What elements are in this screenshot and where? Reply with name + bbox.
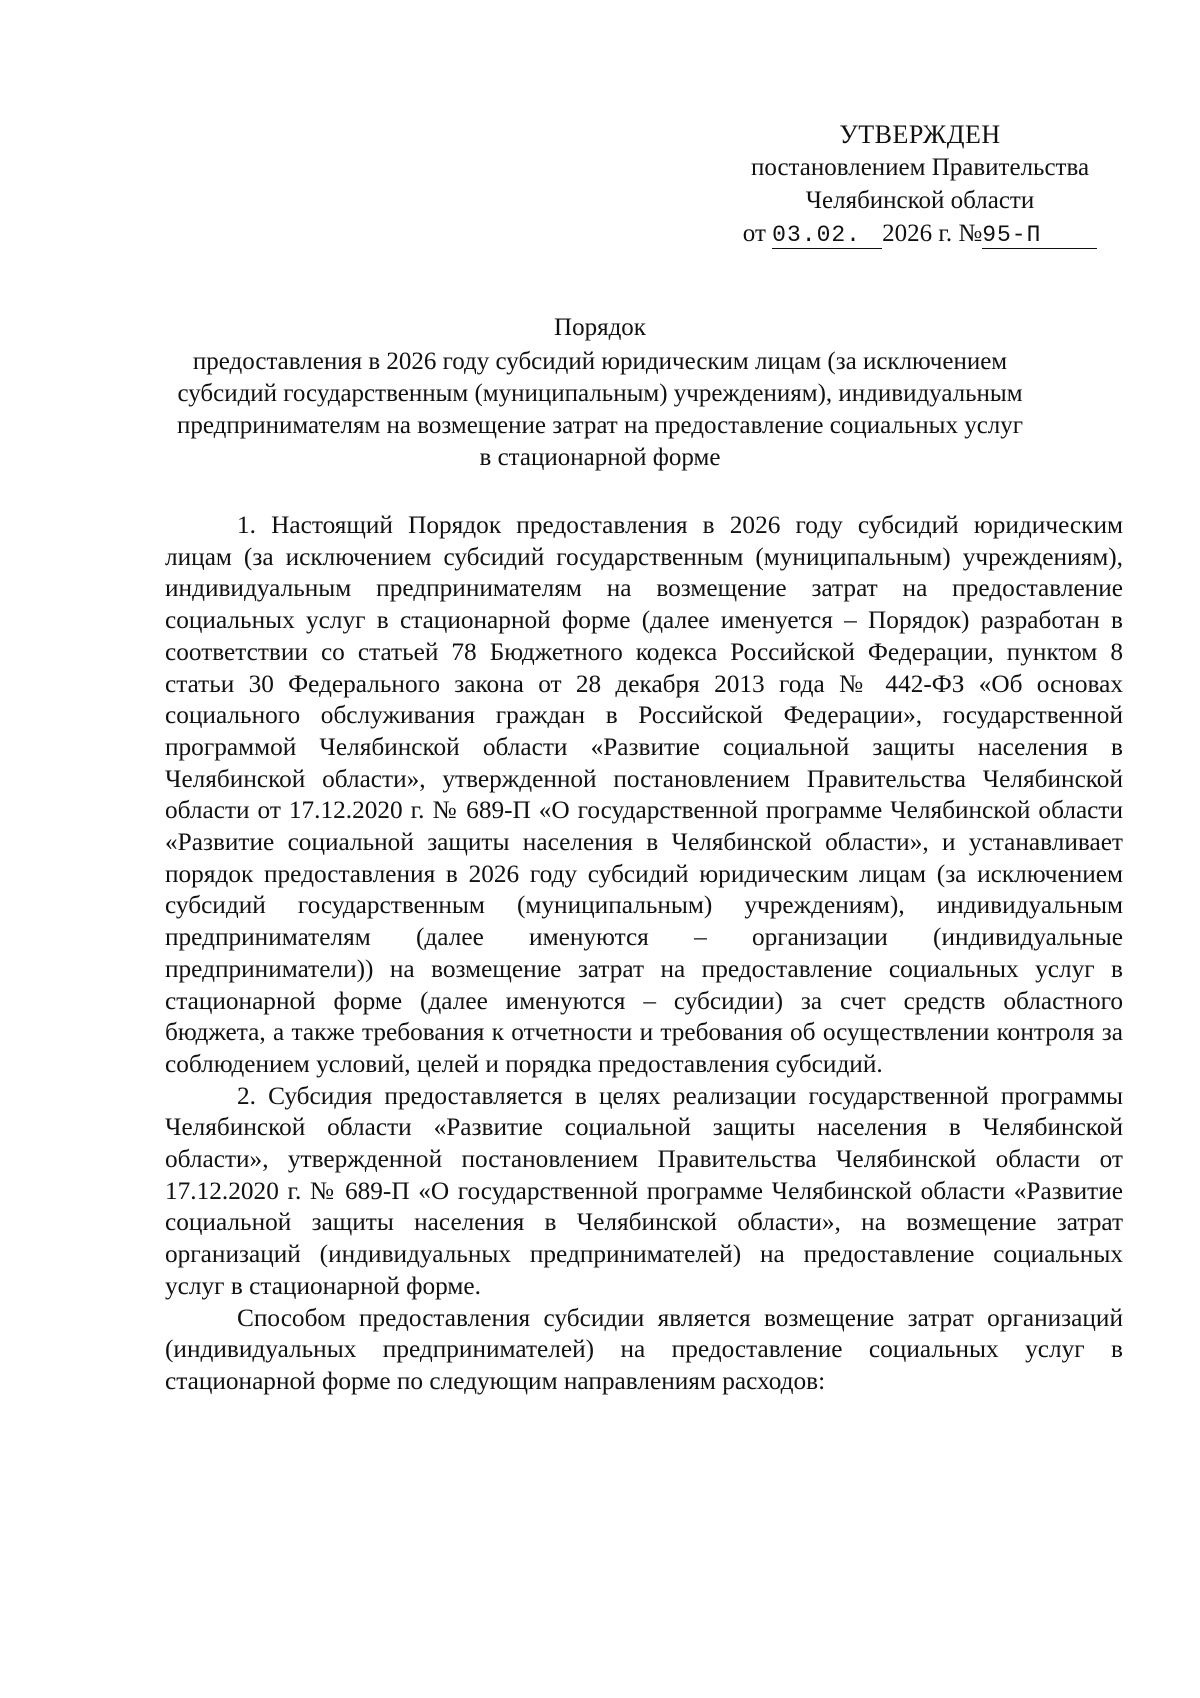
title-subtitle-line: предоставления в 2026 году субсидий юридическим лицам (за исключением [192,348,1008,375]
approval-date-line [743,217,1097,250]
date-prefix: от [742,220,766,247]
document-title [150,312,1050,474]
document-body [165,510,1123,1398]
approval-line-1: постановлением Правительства [750,154,1090,181]
title-subtitle-line: в стационарной форме [479,444,721,471]
paragraph-2: 2. Субсидия предоставляется в целях реализации государственной программы Челябинской области «Развитие социальной защиты населения в Челябинской области», утвержденной постановлением Правительства Челябинской области от 17.12.2020 г. № 689-П «О государственной программе Челябинской области «Развитие социальной защиты населения в Челябинской области», на возмещение затрат организаций (индивидуальных предпринимателей) на предоставление социальных услуг в стационарной форме. [165,1081,1123,1300]
number-field [982,221,1097,249]
approval-line-2: Челябинской области [805,187,1035,214]
approval-heading: УТВЕРЖДЕН [839,120,1001,149]
number-value: 95-П [982,222,1042,248]
title-main: Порядок [554,314,646,341]
date-year: 2026 г. № [882,220,983,247]
paragraph-1: 1. Настоящий Порядок предоставления в 2026 году субсидий юридическим лицам (за исключением субсидий государственным (муниципальным) учреждениям), индивидуальным предпринимателям на возмещение затрат на предоставление социальных услуг в стационарной форме (далее именуется – Порядок) разработан в соответствии со статьей 78 Бюджетного кодекса Российской Федерации, пунктом 8 статьи 30 Федерального закона от 28 декабря 2013 года № 442-ФЗ «Об основах социального обслуживания граждан в Российской Федерации», государственной программой Челябинской области «Развитие социальной защиты населения в Челябинской области», утвержденной постановлением Правительства Челябинской области от 17.12.2020 г. № 689-П «О государственной программе Челябинской области «Развитие социальной защиты населения в Челябинской области», и устанавливает порядок предоставления в 2026 году субсидий юридическим лицам (за исключением субсидий государственным (муниципальным) учреждениям), индивидуальным предпринимателям (далее именуются – организации (индивидуальные предприниматели)) на возмещение затрат на предоставление социальных услуг в стационарной форме (далее именуются – субсидии) за счет средств областного бюджета, а также требования к отчетности и требования об осуществлении контроля за соблюдением условий, целей и порядка предоставления субсидий. [165,511,1123,1078]
title-subtitle-line: предпринимателям на возмещение затрат на предоставление социальных услуг [176,412,1024,439]
title-subtitle-line: субсидий государственным (муниципальным) учреждениям), индивидуальным [177,380,1023,407]
approval-block [700,118,1140,250]
paragraph-3: Способом предоставления субсидии является возмещение затрат организаций (индивидуальных предпринимателей) на предоставление социальных услуг в стационарной форме по следующим направлениям расходов: [165,1303,1123,1395]
date-field [772,221,882,249]
date-value: 03.02. [772,222,861,248]
